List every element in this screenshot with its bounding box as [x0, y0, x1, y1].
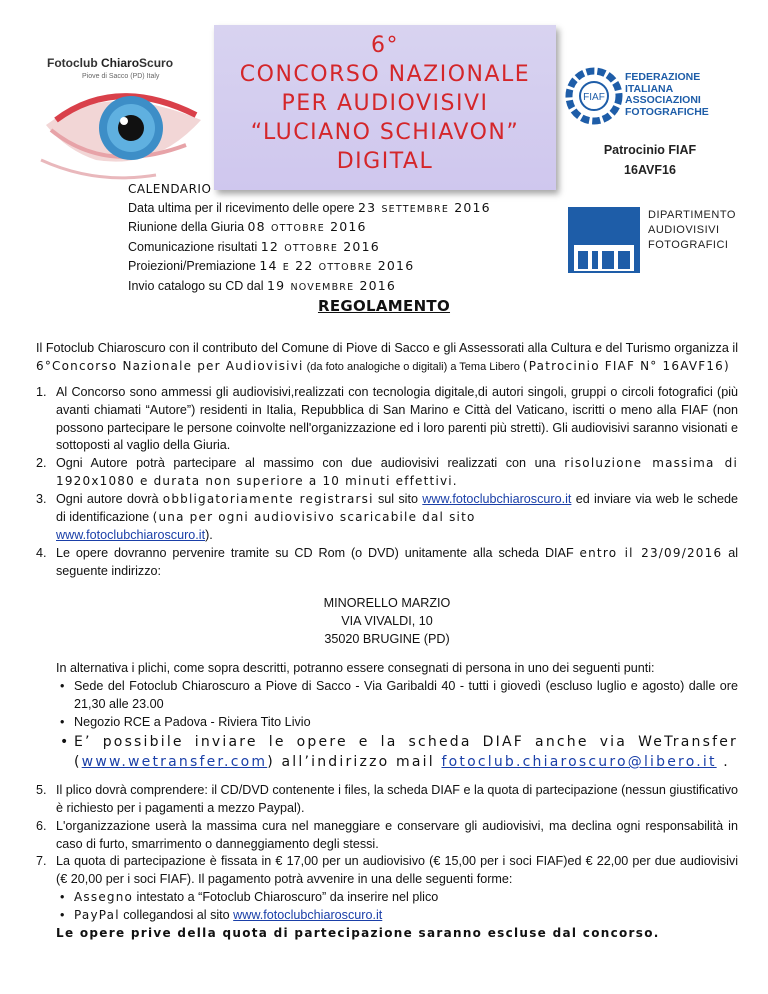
rule-item: 4. Le opere dovranno pervenire tramite su CD Rom (o DVD) unitamente alla scheda DIAF entro il 23/09/2016 al seguente indirizzo:	[36, 545, 738, 578]
title-line: CONCORSO NAZIONALE	[239, 62, 531, 87]
regolamento-body	[36, 340, 738, 942]
website-link[interactable]: www.fotoclubchiaroscuro.it	[233, 908, 383, 922]
club-name: Fotoclub ChiaroScuro	[47, 56, 174, 70]
mailing-address: MINORELLO MARZIO VIA VIVALDI, 10 35020 BRUGINE (PD)	[323, 596, 451, 647]
calendar-title: CALENDARIO	[128, 182, 212, 196]
title-line: 6°	[371, 33, 399, 58]
delivery-point: • Sede del Fotoclub Chiaroscuro a Piove di Sacco - Via Garibaldi 40 - tutti i giovedì (escluso luglio e agosto) dalle ore 21,30 alle 23.00	[60, 679, 738, 712]
email-link[interactable]: fotoclub.chiaroscuro@libero.it	[441, 753, 717, 770]
diaf-name: DIPARTIMENTO AUDIOVISIVI FOTOGRAFICI	[648, 209, 736, 251]
patrocinio-fiaf: Patrocinio FIAF 16AVF16	[603, 143, 697, 177]
alternative-delivery: In alternativa i plichi, come sopra descritti, potranno essere consegnati di persona in uno dei seguenti punti:	[56, 661, 655, 676]
title-line: DIGITAL	[336, 149, 434, 174]
rules-list	[36, 384, 738, 581]
calendar-row: Invio catalogo su CD dal 19 NOVEMBRE 2016	[128, 277, 397, 293]
delivery-point: • Negozio RCE a Padova - Riviera Tito Livio	[60, 715, 311, 729]
regolamento-heading: REGOLAMENTO	[317, 297, 451, 315]
delivery-point: • E’ possibile inviare le opere e la scheda DIAF anche via WeTransfer (www.wetransfer.com) all’indirizzo mail fotoclub.chiaroscuro@libero.it .	[60, 733, 738, 770]
club-location: Piove di Sacco (PD) Italy	[82, 73, 160, 80]
title-line: PER AUDIOVISIVI	[281, 91, 489, 116]
svg-text:FIAF: FIAF	[583, 92, 605, 103]
payment-option: • Assegno intestato a “Fotoclub Chiaroscuro” da inserire nel plico	[60, 890, 439, 905]
final-note: Le opere prive della quota di partecipazione saranno escluse dal concorso.	[56, 925, 660, 940]
rule-item: 2. Ogni Autore potrà partecipare al massimo con due audiovisivi realizzati con una risoluzione massima di 1920x1080 e durata non superiore a 10 minuti effettivi.	[36, 456, 738, 489]
calendar-row: Proiezioni/Premiazione 14 E 22 OTTOBRE 2016	[128, 258, 415, 273]
calendar-row: Data ultima per il ricevimento delle opere 23 SETTEMBRE 2016	[128, 199, 491, 215]
website-link[interactable]: www.fotoclubchiaroscuro.it	[56, 527, 206, 542]
rule-item: 5. Il plico dovrà comprendere: il CD/DVD contenente i files, la scheda DIAF e la quota di partecipazione (nessun giustificativo è richiesto per i pagamenti a mezzo Paypal).	[36, 782, 738, 815]
website-link[interactable]: www.fotoclubchiaroscuro.it	[422, 492, 572, 506]
calendar-row: Riunione della Giuria 08 OTTOBRE 2016	[128, 219, 367, 234]
rule-item: 1. Al Concorso sono ammessi gli audiovisivi,realizzati con tecnologia digitale,di autori singoli, gruppi o circoli fotografici (più avanti chiamati “Autore”) residenti in Italia, Repubblica di San Marino e Città del Vaticano, iscritti o meno alla FIAF (non possono partecipare le persone coinvolte nell'organizzazione ed i loro parenti più stretti). Gli audiovisivi saranno visionati e sottoposti al vaglio della Giuria.	[36, 384, 738, 453]
fiaf-name: FEDERAZIONE ITALIANA ASSOCIAZIONI FOTOGRAFICHE	[625, 71, 709, 118]
wetransfer-link[interactable]: www.wetransfer.com	[81, 753, 268, 770]
rule-item: 3. Ogni autore dovrà obbligatoriamente registrarsi sul sito www.fotoclubchiaroscuro.it ed inviare via web le schede di identificazione (una per ogni audiovisivo scaricabile dal sito www.fotoclubchiaroscuro.it).	[36, 492, 739, 542]
calendar	[128, 181, 491, 296]
contest-title-box	[214, 25, 556, 190]
rules-list	[36, 782, 738, 889]
calendar-row: Comunicazione risultati 12 OTTOBRE 2016	[128, 238, 380, 254]
intro-paragraph: Il Fotoclub Chiaroscuro con il contributo del Comune di Piove di Sacco e gli Assessorati alla Cultura e del Turismo organizza il 6°Concorso Nazionale per Audiovisivi (da foto analogiche o digitali) a Tema Libero (Patrocinio FIAF N° 16AVF16)	[36, 341, 738, 373]
rule-item: 7. La quota di partecipazione è fissata in € 17,00 per un audiovisivo (€ 15,00 per i soci FIAF)ed € 22,00 per due audiovisivi (€ 20,00 per i soci FIAF). Il pagamento potrà avvenire in una delle seguenti forme:	[36, 854, 738, 887]
title-line: “LUCIANO SCHIAVON”	[250, 120, 520, 145]
rule-item: 6. L'organizzazione userà la massima cura nel maneggiare e conservare gli audiovisivi, ma declina ogni responsabilità in caso di furto, smarrimento o danneggiamento degli stessi.	[36, 818, 738, 851]
payment-option: • PayPal collegandosi al sito www.fotoclubchiaroscuro.it	[60, 908, 383, 922]
